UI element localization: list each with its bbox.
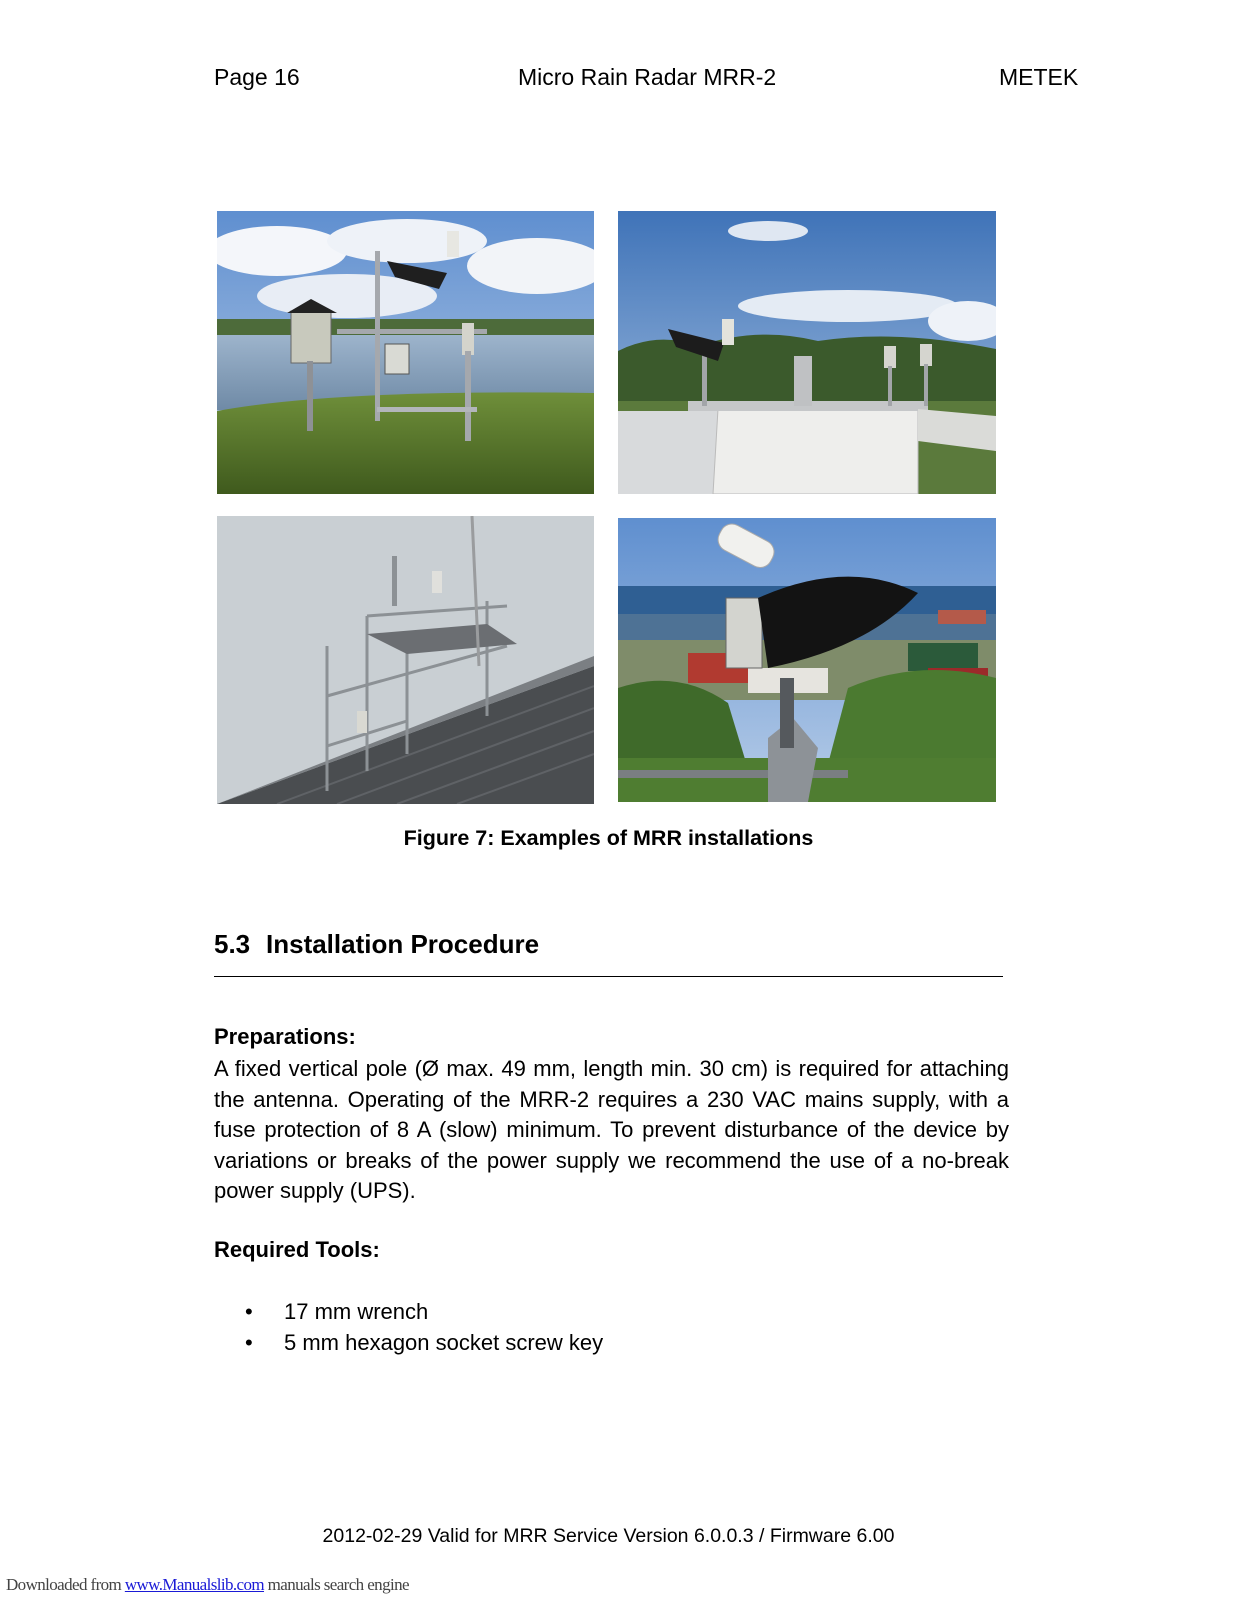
photo-lakeshore-installation: [217, 211, 594, 494]
photo-rooftop-scaffold-installation: [217, 516, 594, 804]
list-item: [214, 1328, 603, 1359]
download-watermark: [6, 1575, 409, 1595]
bullet-icon: •: [245, 1329, 253, 1355]
tool-label: 5 mm hexagon socket screw key: [284, 1329, 604, 1355]
photo-container-roof-installation: [618, 211, 996, 494]
watermark-prefix: Downloaded from: [6, 1575, 125, 1594]
preparations-heading: Preparations:: [214, 1024, 356, 1049]
figure-caption: Figure 7: Examples of MRR installations: [403, 826, 814, 850]
header-document-title: Micro Rain Radar MRR-2: [518, 64, 777, 90]
preparations-paragraph: A fixed vertical pole (Ø max. 49 mm, length min. 30 cm) is required for attaching the antenna. Operating of the MRR-2 requires a 230 VAC mains supply, with a fuse protection of 8 A (slow) minimum. To prevent disturbance of the device by variations or breaks of the power supply we recommend the use of a no-break power supply (UPS).: [214, 1056, 1009, 1203]
watermark-suffix: manuals search engine: [264, 1575, 409, 1594]
section-title: Installation Procedure: [266, 929, 540, 959]
section-divider: [214, 976, 1003, 977]
required-tools-heading: Required Tools:: [214, 1237, 380, 1262]
manualslib-link[interactable]: www.Manualslib.com: [124, 1575, 265, 1594]
header-company: METEK: [999, 64, 1079, 90]
bullet-icon: •: [245, 1299, 253, 1324]
section-heading: [214, 929, 539, 960]
required-tools-list: [214, 1297, 603, 1358]
tool-label: 17 mm wrench: [284, 1299, 429, 1324]
header-page-number: Page 16: [214, 64, 300, 90]
list-item: [214, 1297, 603, 1328]
photo-harbour-hillside-installation: [618, 518, 996, 802]
section-number: 5.3: [214, 929, 251, 959]
page-footer: 2012-02-29 Valid for MRR Service Version 6.0.0.3 / Firmware 6.00: [322, 1525, 895, 1547]
